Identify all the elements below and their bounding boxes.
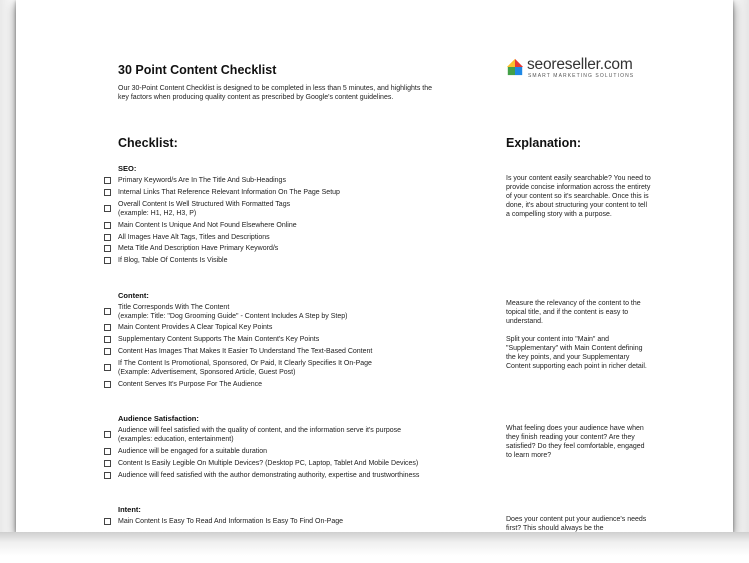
- document-title: 30 Point Content Checklist: [118, 63, 277, 77]
- explanation-seo: Is your content easily searchable? You need to provide concise information across the entirety of your content so it's searchable. Once this is done, it's about structuring your content to tell a compelling story with a purpose.: [506, 175, 651, 218]
- checkbox[interactable]: [104, 336, 111, 343]
- document-page: [16, 0, 733, 532]
- checkbox[interactable]: [104, 245, 111, 252]
- section-title-content: Content:: [118, 291, 149, 300]
- checklist-item[interactable]: All Images Have Alt Tags, Titles and Descriptions: [104, 234, 464, 243]
- checklist-heading: Checklist:: [118, 136, 178, 150]
- checklist-item[interactable]: Supplementary Content Supports The Main Content's Key Points: [104, 336, 464, 345]
- checkbox[interactable]: [104, 177, 111, 184]
- checkbox[interactable]: [104, 518, 111, 525]
- checklist-item[interactable]: Audience will feel satisfied with the quality of content, and the information serve it's purpose (examples: education, entertainment): [104, 427, 464, 444]
- checklist-item[interactable]: Overall Content Is Well Structured With Formatted Tags (example: H1, H2, H3, P): [104, 201, 464, 218]
- checkbox[interactable]: [104, 364, 111, 371]
- checklist-item[interactable]: Main Content Is Easy To Read And Information Is Easy To Find On-Page: [104, 518, 464, 527]
- checklist-item[interactable]: Audience will feed satisfied with the author demonstrating authority, expertise and trustworthiness: [104, 472, 464, 481]
- checkbox[interactable]: [104, 431, 111, 438]
- checkbox[interactable]: [104, 222, 111, 229]
- checkbox[interactable]: [104, 189, 111, 196]
- checklist-item[interactable]: Main Content Is Unique And Not Found Elsewhere Online: [104, 222, 464, 231]
- document-intro: Our 30-Point Content Checklist is designed to be completed in less than 5 minutes, and highlights the key factors when producing quality content as prescribed by Google's content guidelines.: [118, 85, 433, 101]
- checkbox[interactable]: [104, 257, 111, 264]
- page-shadow: [0, 532, 749, 563]
- checklist-item[interactable]: Meta Title And Description Have Primary Keyword/s: [104, 245, 464, 254]
- explanation-intent: Does your content put your audience's needs first? This should always be the: [506, 516, 647, 532]
- explanation-heading: Explanation:: [506, 136, 582, 150]
- checkbox[interactable]: [104, 324, 111, 331]
- checklist-item[interactable]: Internal Links That Reference Relevant Information On The Page Setup: [104, 189, 464, 198]
- checkbox[interactable]: [104, 460, 111, 467]
- checklist-item[interactable]: Primary Keyword/s Are In The Title And Sub-Headings: [104, 177, 464, 186]
- checklist-item[interactable]: If Blog, Table Of Contents Is Visible: [104, 257, 464, 266]
- checkbox[interactable]: [104, 234, 111, 241]
- section-title-audience: Audience Satisfaction:: [118, 414, 199, 423]
- section-title-intent: Intent:: [118, 505, 141, 514]
- checkbox[interactable]: [104, 205, 111, 212]
- explanation-audience: What feeling does your audience have when they finish reading your content? Are they satisfied? Do they feel comfortable, engaged to learn more?: [506, 425, 645, 459]
- brand-tagline: SMART MARKETING SOLUTIONS: [528, 73, 635, 79]
- checkbox[interactable]: [104, 348, 111, 355]
- checkbox[interactable]: [104, 472, 111, 479]
- checkbox[interactable]: [104, 381, 111, 388]
- brand-name: seoreseller.com: [527, 56, 633, 73]
- checklist-item[interactable]: Content Serves It's Purpose For The Audience: [104, 381, 464, 390]
- checklist-item[interactable]: If The Content Is Promotional, Sponsored, Or Paid, It Clearly Specifies It On-Page (Example: Advertisement, Sponsored Article, Guest Post): [104, 360, 464, 377]
- checklist-item[interactable]: Audience will be engaged for a suitable duration: [104, 448, 464, 457]
- checklist-item[interactable]: Main Content Provides A Clear Topical Key Points: [104, 324, 464, 333]
- checklist-item[interactable]: Content Has Images That Makes It Easier To Understand The Text-Based Content: [104, 348, 464, 357]
- house-logo-icon: [506, 58, 524, 76]
- checkbox[interactable]: [104, 448, 111, 455]
- checklist-item[interactable]: Title Corresponds With The Content (example: Title: "Dog Grooming Guide" - Content Includes A Step by Step): [104, 304, 464, 321]
- checkbox[interactable]: [104, 308, 111, 315]
- checklist-item[interactable]: Content Is Easily Legible On Multiple Devices? (Desktop PC, Laptop, Tablet And Mobile Devices): [104, 460, 464, 469]
- section-title-seo: SEO:: [118, 164, 137, 173]
- explanation-content-2: Split your content into "Main" and "Supplementary" with Main Content defining the key points, and your Supplementary Content supporting each point in richer detail.: [506, 336, 647, 370]
- explanation-content-1: Measure the relevancy of the content to the topical title, and if the content is easy to understand.: [506, 300, 641, 325]
